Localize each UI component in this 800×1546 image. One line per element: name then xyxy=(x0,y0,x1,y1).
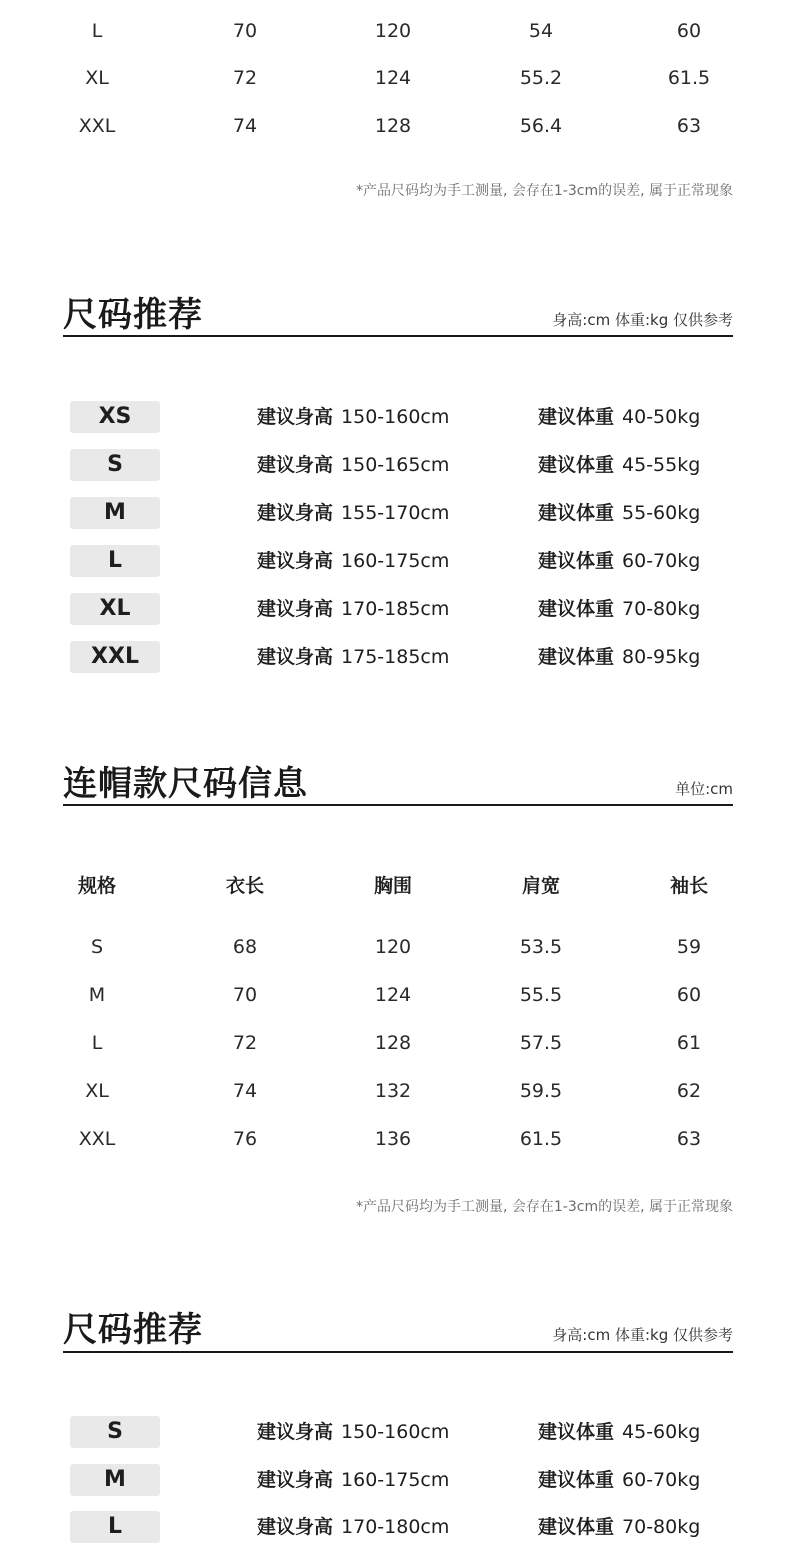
table-cell: S xyxy=(90,936,104,958)
table-cell: 62 xyxy=(676,1080,702,1102)
table-cell: 56.4 xyxy=(519,115,563,137)
table-cell: 61 xyxy=(676,1032,702,1054)
table-row xyxy=(0,1023,800,1063)
height-label: 建议身高 xyxy=(257,502,334,524)
size-chip: XXL xyxy=(70,641,160,673)
height-label: 建议身高 xyxy=(257,1516,334,1538)
recommendation-row xyxy=(0,593,800,627)
size-chip: L xyxy=(70,1511,160,1543)
table-cell: 120 xyxy=(374,936,412,958)
height-label: 建议身高 xyxy=(257,1421,334,1443)
size-chip: XL xyxy=(70,593,160,625)
weight-recommendation xyxy=(538,1511,700,1543)
height-label: 建议身高 xyxy=(257,1469,334,1491)
recommendation-row xyxy=(0,497,800,531)
weight-value: 45-55kg xyxy=(622,454,701,476)
section-unit: 身高:cm 体重:kg 仅供参考 xyxy=(552,1326,733,1344)
section-unit: 身高:cm 体重:kg 仅供参考 xyxy=(552,311,733,329)
section-divider xyxy=(63,1351,733,1353)
weight-recommendation xyxy=(538,401,700,433)
table-row xyxy=(0,1119,800,1159)
height-value: 170-185cm xyxy=(341,598,450,620)
table-row xyxy=(0,106,800,146)
weight-label: 建议体重 xyxy=(538,454,615,476)
height-label: 建议身高 xyxy=(257,454,334,476)
weight-recommendation xyxy=(538,1464,700,1496)
section-title: 尺码推荐 xyxy=(63,295,203,335)
height-value: 175-185cm xyxy=(341,646,450,668)
height-recommendation xyxy=(257,545,449,577)
weight-label: 建议体重 xyxy=(538,502,615,524)
measurement-note: *产品尺码均为手工测量, 会存在1-3cm的误差, 属于正常现象 xyxy=(355,1199,733,1215)
height-value: 150-160cm xyxy=(341,406,450,428)
section-unit: 单位:cm xyxy=(675,780,733,798)
table-cell: 136 xyxy=(374,1128,412,1150)
size-chip: L xyxy=(70,545,160,577)
table-cell: 68 xyxy=(232,936,258,958)
table-cell: 63 xyxy=(676,1128,702,1150)
table-cell: 60 xyxy=(676,20,702,42)
table-cell: L xyxy=(91,1032,103,1054)
weight-value: 60-70kg xyxy=(622,550,701,572)
table-cell: 128 xyxy=(374,115,412,137)
height-label: 建议身高 xyxy=(257,598,334,620)
weight-label: 建议体重 xyxy=(538,598,615,620)
weight-label: 建议体重 xyxy=(538,406,615,428)
table-row xyxy=(0,1071,800,1111)
table-cell: XL xyxy=(85,67,109,89)
height-recommendation xyxy=(257,401,449,433)
section-divider xyxy=(63,335,733,337)
section-title: 连帽款尺码信息 xyxy=(63,764,308,804)
weight-value: 70-80kg xyxy=(622,598,701,620)
size-chip: M xyxy=(70,1464,160,1496)
table-cell: 132 xyxy=(374,1080,412,1102)
recommendation-row xyxy=(0,1416,800,1450)
section-divider xyxy=(63,804,733,806)
recommendation-row xyxy=(0,401,800,435)
size-chip: S xyxy=(70,1416,160,1448)
table-cell: 120 xyxy=(374,20,412,42)
table-cell: 128 xyxy=(374,1032,412,1054)
table-header-row xyxy=(0,866,800,906)
weight-recommendation xyxy=(538,449,700,481)
table-row xyxy=(0,11,800,51)
column-header: 规格 xyxy=(77,875,116,897)
column-header: 袖长 xyxy=(669,875,708,897)
weight-value: 60-70kg xyxy=(622,1469,701,1491)
size-chip: M xyxy=(70,497,160,529)
table-row xyxy=(0,58,800,98)
height-value: 150-165cm xyxy=(341,454,450,476)
height-value: 155-170cm xyxy=(341,502,450,524)
table-cell: 124 xyxy=(374,67,412,89)
table-cell: 61.5 xyxy=(667,67,711,89)
table-cell: 72 xyxy=(232,67,258,89)
size-chip: S xyxy=(70,449,160,481)
table-cell: 54 xyxy=(528,20,554,42)
weight-recommendation xyxy=(538,497,700,529)
table-cell: 57.5 xyxy=(519,1032,563,1054)
table-row xyxy=(0,927,800,967)
size-chip: XS xyxy=(70,401,160,433)
measurement-note: *产品尺码均为手工测量, 会存在1-3cm的误差, 属于正常现象 xyxy=(355,183,733,199)
weight-value: 80-95kg xyxy=(622,646,701,668)
table-cell: XXL xyxy=(78,115,116,137)
weight-value: 45-60kg xyxy=(622,1421,701,1443)
weight-label: 建议体重 xyxy=(538,550,615,572)
table-cell: M xyxy=(88,984,106,1006)
height-recommendation xyxy=(257,1416,449,1448)
height-recommendation xyxy=(257,641,449,673)
height-value: 170-180cm xyxy=(341,1516,450,1538)
weight-label: 建议体重 xyxy=(538,646,615,668)
height-recommendation xyxy=(257,449,449,481)
height-recommendation xyxy=(257,593,449,625)
table-row xyxy=(0,975,800,1015)
table-cell: 70 xyxy=(232,20,258,42)
table-cell: 60 xyxy=(676,984,702,1006)
table-cell: 55.2 xyxy=(519,67,563,89)
column-header: 胸围 xyxy=(373,875,412,897)
height-label: 建议身高 xyxy=(257,646,334,668)
table-cell: 74 xyxy=(232,1080,258,1102)
height-label: 建议身高 xyxy=(257,550,334,572)
table-cell: 59.5 xyxy=(519,1080,563,1102)
table-cell: XXL xyxy=(78,1128,116,1150)
height-recommendation xyxy=(257,497,449,529)
table-cell: 53.5 xyxy=(519,936,563,958)
height-value: 160-175cm xyxy=(341,550,450,572)
table-cell: 70 xyxy=(232,984,258,1006)
weight-recommendation xyxy=(538,593,700,625)
column-header: 肩宽 xyxy=(521,875,560,897)
height-value: 160-175cm xyxy=(341,1469,450,1491)
height-recommendation xyxy=(257,1511,449,1543)
recommendation-row xyxy=(0,641,800,675)
weight-label: 建议体重 xyxy=(538,1421,615,1443)
recommendation-row xyxy=(0,545,800,579)
weight-value: 70-80kg xyxy=(622,1516,701,1538)
table-cell: 124 xyxy=(374,984,412,1006)
recommendation-row xyxy=(0,1511,800,1545)
table-cell: L xyxy=(91,20,103,42)
table-cell: 55.5 xyxy=(519,984,563,1006)
weight-label: 建议体重 xyxy=(538,1516,615,1538)
column-header: 衣长 xyxy=(225,875,264,897)
weight-label: 建议体重 xyxy=(538,1469,615,1491)
height-value: 150-160cm xyxy=(341,1421,450,1443)
table-cell: 63 xyxy=(676,115,702,137)
recommendation-row xyxy=(0,449,800,483)
weight-value: 55-60kg xyxy=(622,502,701,524)
section-title: 尺码推荐 xyxy=(63,1310,203,1350)
height-label: 建议身高 xyxy=(257,406,334,428)
height-recommendation xyxy=(257,1464,449,1496)
table-cell: XL xyxy=(85,1080,109,1102)
weight-value: 40-50kg xyxy=(622,406,701,428)
weight-recommendation xyxy=(538,1416,700,1448)
table-cell: 59 xyxy=(676,936,702,958)
table-cell: 74 xyxy=(232,115,258,137)
table-cell: 61.5 xyxy=(519,1128,563,1150)
recommendation-row xyxy=(0,1464,800,1498)
table-cell: 76 xyxy=(232,1128,258,1150)
weight-recommendation xyxy=(538,545,700,577)
weight-recommendation xyxy=(538,641,700,673)
table-cell: 72 xyxy=(232,1032,258,1054)
